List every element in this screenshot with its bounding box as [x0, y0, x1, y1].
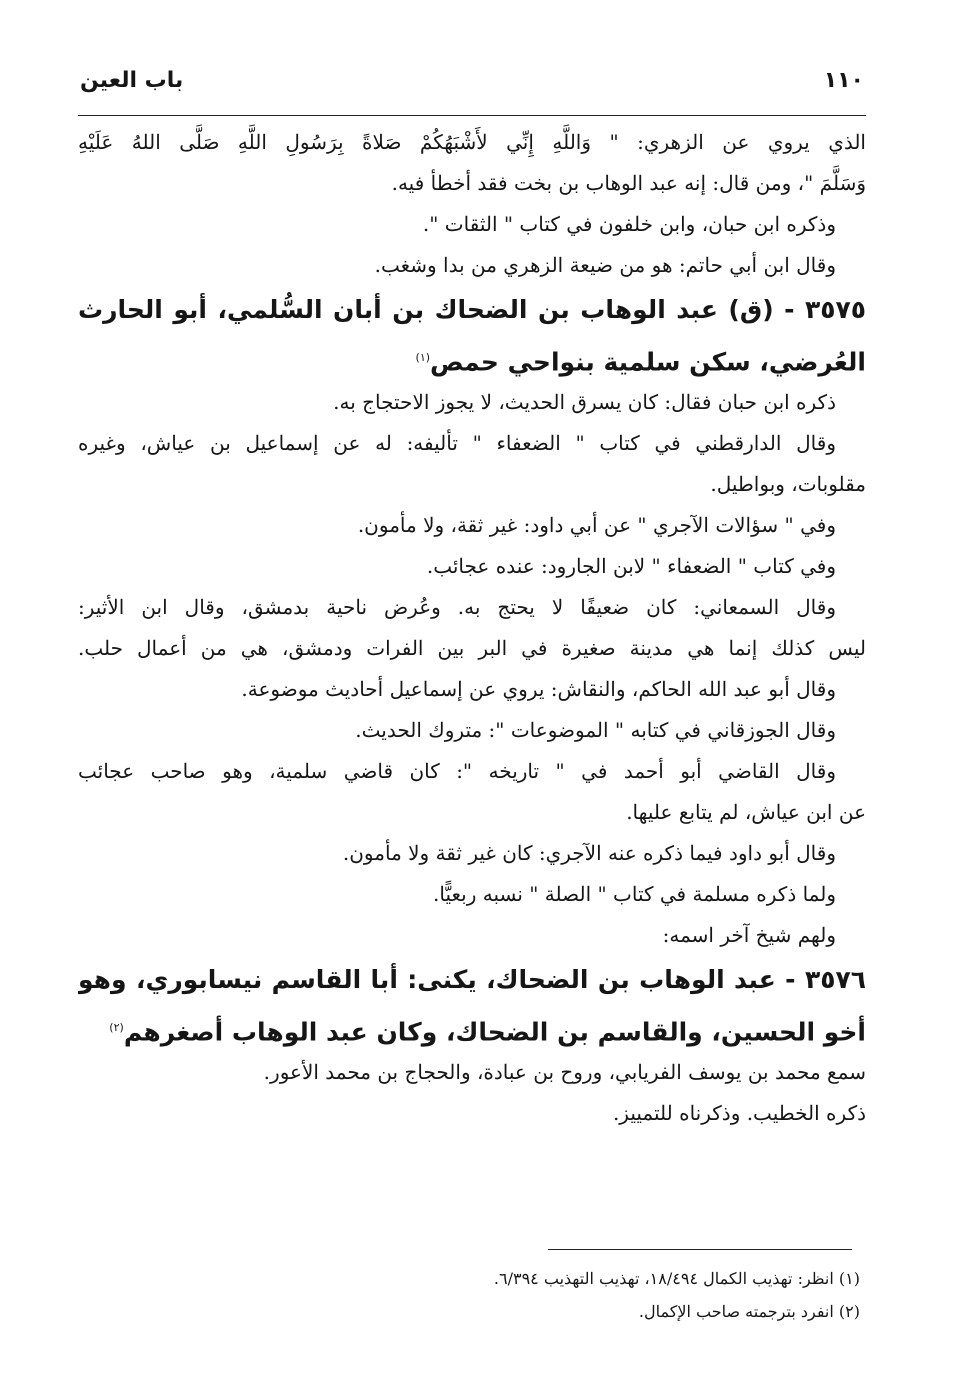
text-line: وفي " سؤالات الآجري " عن أبي داود: غير ثقة، ولا مأمون. [357, 513, 836, 537]
page-body [78, 122, 866, 1134]
text-line: وفي كتاب " الضعفاء " لابن الجارود: عنده عجائب. [426, 554, 836, 578]
text-line: وَسَلَّمَ "، ومن قال: إنه عبد الوهاب بن بخت فقد أخطأ فيه. [391, 171, 866, 195]
entry-heading-text: أخو الحسين، والقاسم بن الضحاك، وكان عبد الوهاب أصغرهم [123, 1017, 866, 1047]
footnotes [100, 1262, 860, 1328]
text-line: وقال أبو داود فيما ذكره عنه الآجري: كان غير ثقة ولا مأمون. [342, 841, 836, 865]
entry-heading-3575-cont [78, 334, 866, 382]
text-line: وقال أبو عبد الله الحاكم، والنقاش: يروي عن إسماعيل أحاديث موضوعة. [241, 677, 836, 701]
text-line: عن ابن عياش، لم يتابع عليها. [626, 800, 866, 824]
book-page [78, 68, 866, 1134]
text-line: الذي يروي عن الزهري: " وَاللَّهِ إِنِّي لأَشْبَهُكُمْ صَلاةً بِرَسُولِ اللَّهِ صَلَّى اللهُ عَلَيْهِ [78, 130, 866, 154]
text-line: وقال الدارقطني في كتاب " الضعفاء " تأليفه: له عن إسماعيل بن عياش، وغيره [78, 431, 836, 455]
entry-heading-3575: ٣٥٧٥ - (ق) عبد الوهاب بن الضحاك بن أبان السُّلمي، أبو الحارث [78, 295, 866, 324]
running-header [78, 68, 866, 116]
text-line: ذكره الخطيب. وذكرناه للتمييز. [612, 1101, 866, 1125]
page-number: ١١٠ [823, 68, 864, 93]
entry-heading-3576: ٣٥٧٦ - عبد الوهاب بن الضحاك، يكنى: أبا القاسم نيسابوري، وهو [78, 965, 866, 994]
text-line: وقال ابن أبي حاتم: هو من ضيعة الزهري من بدا وشغب. [374, 253, 836, 277]
text-line: ليس كذلك إنما هي مدينة صغيرة في البر بين الفرات ودمشق، هي من أعمال حلب. [78, 636, 866, 660]
footnote-2: (٢) انفرد بترجمته صاحب الإكمال. [638, 1302, 860, 1321]
entry-heading-3576-cont [78, 1004, 866, 1052]
footnote-ref-1: (١) [415, 351, 431, 364]
footnote-ref-2: (٢) [109, 1021, 124, 1034]
text-line: وقال السمعاني: كان ضعيفًا لا يحتج به. وعُرض ناحية بدمشق، وقال ابن الأثير: [78, 595, 836, 619]
chapter-title: باب العين [80, 68, 184, 93]
text-line: ولهم شيخ آخر اسمه: [662, 923, 836, 947]
text-line: وذكره ابن حبان، وابن خلفون في كتاب " الثقات ". [422, 212, 836, 236]
text-line: وقال الجوزقاني في كتابه " الموضوعات ": متروك الحديث. [355, 718, 836, 742]
entry-heading-text: العُرضي، سكن سلمية بنواحي حمص [430, 347, 866, 377]
text-line: ذكره ابن حبان فقال: كان يسرق الحديث، لا يجوز الاحتجاج به. [333, 390, 836, 414]
footnote-1: (١) انظر: تهذيب الكمال ١٨/٤٩٤، تهذيب التهذيب ٦/٣٩٤. [493, 1269, 860, 1288]
footnote-divider [548, 1249, 852, 1250]
text-line: وقال القاضي أبو أحمد في " تاريخه ": كان قاضي سلمية، وهو صاحب عجائب [78, 759, 836, 783]
text-line: ولما ذكره مسلمة في كتاب " الصلة " نسبه ربعيًّا. [433, 882, 836, 906]
text-line: سمع محمد بن يوسف الفريابي، وروح بن عبادة، والحجاج بن محمد الأعور. [263, 1060, 866, 1084]
text-line: مقلوبات، وبواطيل. [710, 472, 866, 496]
